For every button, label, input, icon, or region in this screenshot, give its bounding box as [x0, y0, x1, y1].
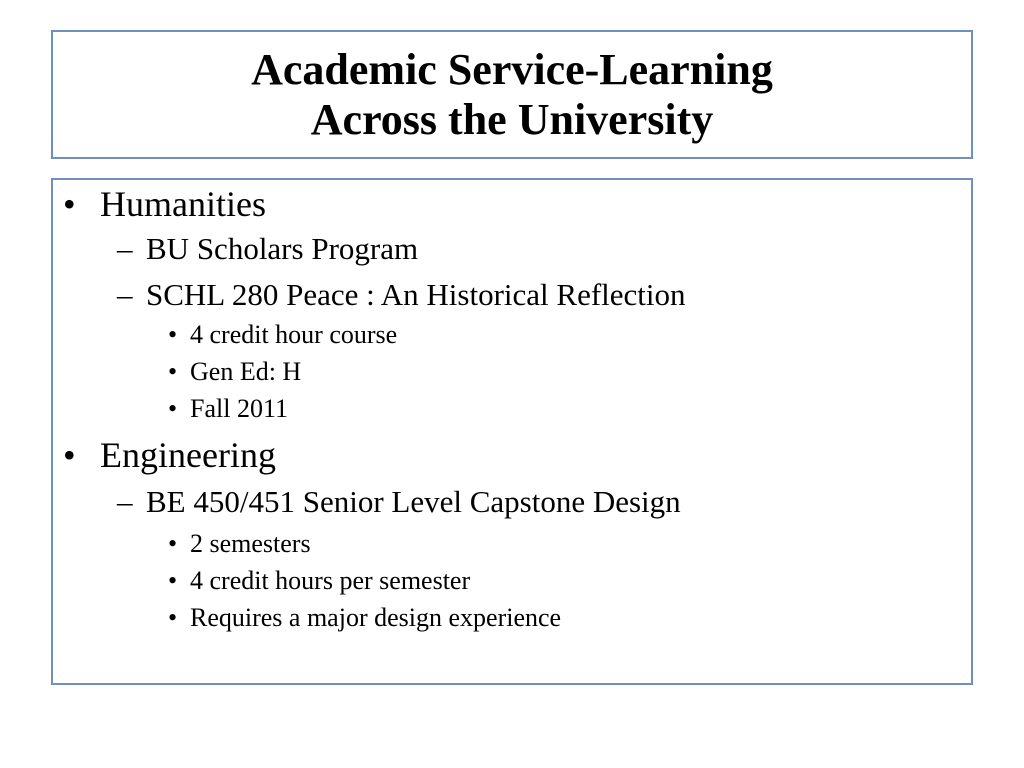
slide-title-line-1: Academic Service-Learning — [251, 44, 773, 94]
bullet-marker: • — [168, 529, 178, 558]
detail-text: Fall 2011 — [190, 394, 288, 423]
slide-title-line-2: Across the University — [310, 94, 714, 144]
detail-text: Requires a major design experience — [190, 603, 562, 632]
detail-text: Gen Ed: H — [190, 357, 302, 386]
detail-text: 2 semesters — [190, 529, 311, 558]
detail-text: 4 credit hour course — [190, 320, 398, 349]
sub-item-text: BU Scholars Program — [146, 231, 419, 266]
content-placeholder — [51, 178, 973, 685]
bullet-text: Humanities — [100, 184, 266, 224]
detail-text: 4 credit hours per semester — [190, 566, 471, 595]
dash-marker: – — [117, 277, 133, 312]
bullet-marker: • — [168, 603, 178, 632]
bullet-marker: • — [63, 435, 76, 475]
bullet-marker: • — [168, 357, 178, 386]
dash-marker: – — [117, 484, 133, 519]
sub-item-text: SCHL 280 Peace : An Historical Reflection — [146, 277, 686, 312]
bullet-marker: • — [168, 566, 178, 595]
bullet-marker: • — [168, 320, 178, 349]
bullet-text: Engineering — [100, 435, 276, 475]
title-placeholder — [51, 30, 973, 159]
dash-marker: – — [117, 231, 133, 266]
bullet-marker: • — [168, 394, 178, 423]
sub-item-text: BE 450/451 Senior Level Capstone Design — [146, 484, 681, 519]
bullet-marker: • — [63, 184, 76, 224]
